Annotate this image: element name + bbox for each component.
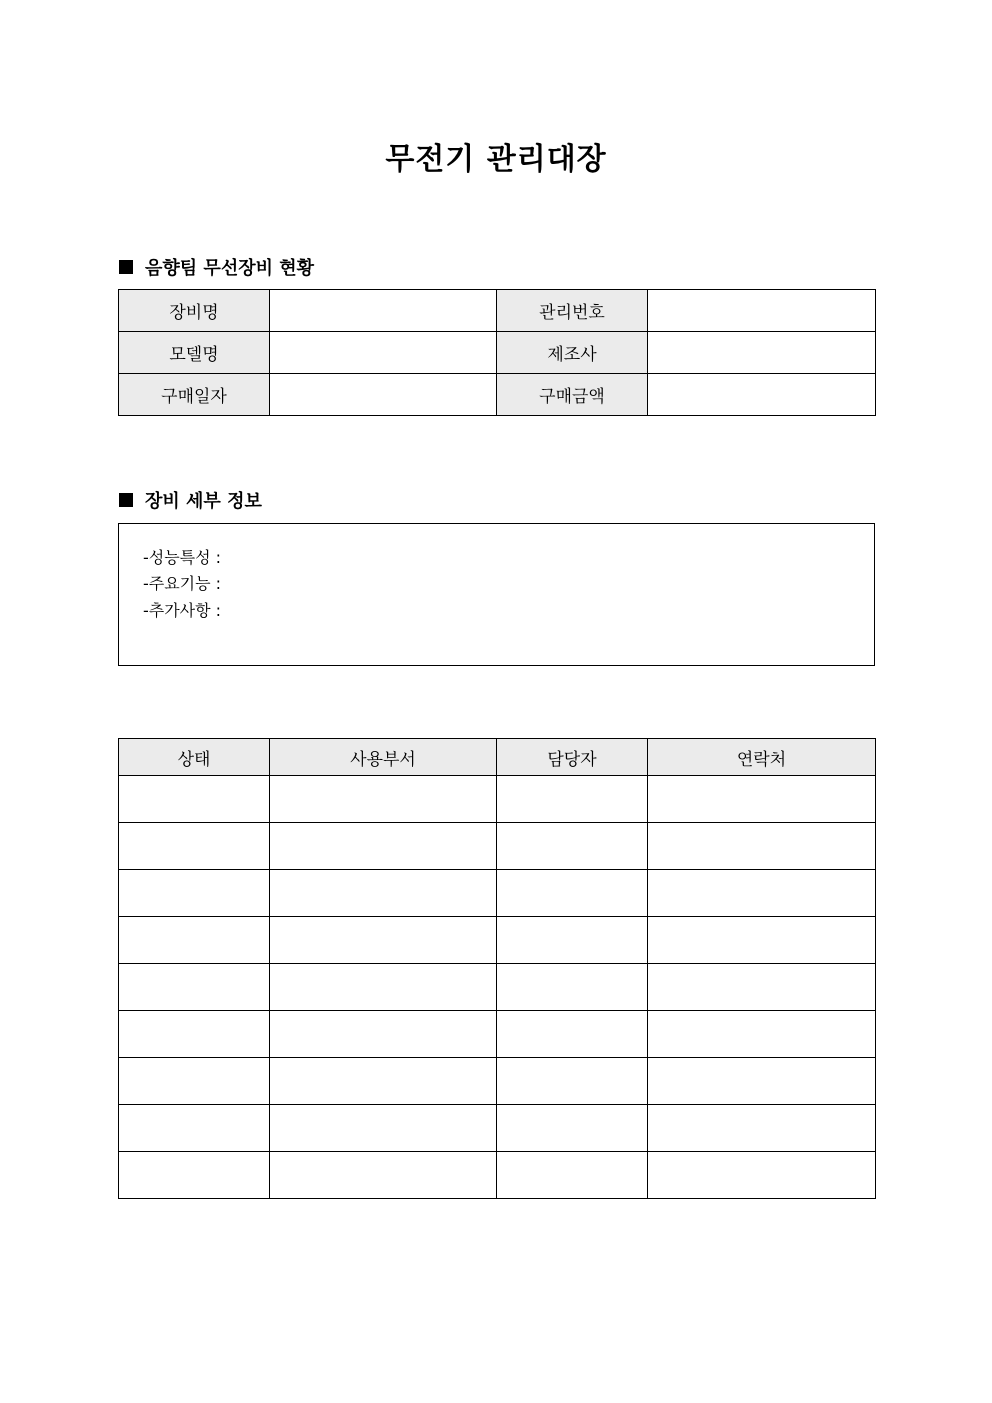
manager-cell[interactable]	[497, 917, 648, 964]
column-header-department: 사용부서	[270, 739, 497, 776]
contact-cell[interactable]	[648, 1152, 876, 1199]
manufacturer-field[interactable]	[648, 332, 876, 374]
table-header-row	[119, 739, 876, 776]
department-cell[interactable]	[270, 870, 497, 917]
manager-cell[interactable]	[497, 870, 648, 917]
status-cell[interactable]	[119, 870, 270, 917]
label-equipment-name: 장비명	[119, 290, 270, 332]
column-header-contact: 연락처	[648, 739, 876, 776]
contact-cell[interactable]	[648, 1105, 876, 1152]
equipment-details-box[interactable]	[118, 523, 875, 666]
status-cell[interactable]	[119, 1152, 270, 1199]
section-heading-equipment-status	[119, 254, 314, 280]
department-cell[interactable]	[270, 1058, 497, 1105]
table-row	[119, 823, 876, 870]
status-cell[interactable]	[119, 1058, 270, 1105]
contact-cell[interactable]	[648, 1011, 876, 1058]
detail-line-performance: -성능특성 :	[143, 548, 222, 567]
column-header-status: 상태	[119, 739, 270, 776]
department-cell[interactable]	[270, 964, 497, 1011]
table-row	[119, 1058, 876, 1105]
contact-cell[interactable]	[648, 776, 876, 823]
equipment-info-table	[118, 289, 876, 416]
table-row	[119, 870, 876, 917]
model-name-field[interactable]	[270, 332, 497, 374]
section-heading-equipment-details	[119, 487, 262, 513]
label-model-name: 모델명	[119, 332, 270, 374]
table-row	[119, 1105, 876, 1152]
label-purchase-amount: 구매금액	[497, 374, 648, 416]
usage-log-table	[118, 738, 876, 1199]
section-heading-label: 음향팀 무선장비 현황	[145, 258, 315, 279]
label-management-number: 관리번호	[497, 290, 648, 332]
manager-cell[interactable]	[497, 1152, 648, 1199]
status-cell[interactable]	[119, 964, 270, 1011]
table-row	[119, 290, 876, 332]
department-cell[interactable]	[270, 917, 497, 964]
column-header-manager: 담당자	[497, 739, 648, 776]
table-row	[119, 332, 876, 374]
status-cell[interactable]	[119, 1105, 270, 1152]
manager-cell[interactable]	[497, 964, 648, 1011]
square-bullet-icon	[119, 260, 133, 274]
purchase-amount-field[interactable]	[648, 374, 876, 416]
manager-cell[interactable]	[497, 1058, 648, 1105]
detail-line-additional-notes: -추가사항 :	[143, 601, 222, 620]
table-row	[119, 374, 876, 416]
square-bullet-icon	[119, 493, 133, 507]
table-row	[119, 964, 876, 1011]
department-cell[interactable]	[270, 776, 497, 823]
table-row	[119, 1152, 876, 1199]
status-cell[interactable]	[119, 823, 270, 870]
equipment-name-field[interactable]	[270, 290, 497, 332]
detail-line-main-functions: -주요기능 :	[143, 574, 222, 593]
manager-cell[interactable]	[497, 1011, 648, 1058]
label-purchase-date: 구매일자	[119, 374, 270, 416]
table-row	[119, 917, 876, 964]
section-heading-label: 장비 세부 정보	[145, 491, 262, 512]
contact-cell[interactable]	[648, 964, 876, 1011]
manager-cell[interactable]	[497, 1105, 648, 1152]
label-manufacturer: 제조사	[497, 332, 648, 374]
contact-cell[interactable]	[648, 917, 876, 964]
status-cell[interactable]	[119, 917, 270, 964]
contact-cell[interactable]	[648, 870, 876, 917]
department-cell[interactable]	[270, 823, 497, 870]
purchase-date-field[interactable]	[270, 374, 497, 416]
manager-cell[interactable]	[497, 776, 648, 823]
department-cell[interactable]	[270, 1105, 497, 1152]
page-title: 무전기 관리대장	[385, 142, 607, 177]
table-row	[119, 1011, 876, 1058]
department-cell[interactable]	[270, 1011, 497, 1058]
table-row	[119, 776, 876, 823]
contact-cell[interactable]	[648, 1058, 876, 1105]
department-cell[interactable]	[270, 1152, 497, 1199]
contact-cell[interactable]	[648, 823, 876, 870]
status-cell[interactable]	[119, 1011, 270, 1058]
status-cell[interactable]	[119, 776, 270, 823]
manager-cell[interactable]	[497, 823, 648, 870]
management-number-field[interactable]	[648, 290, 876, 332]
